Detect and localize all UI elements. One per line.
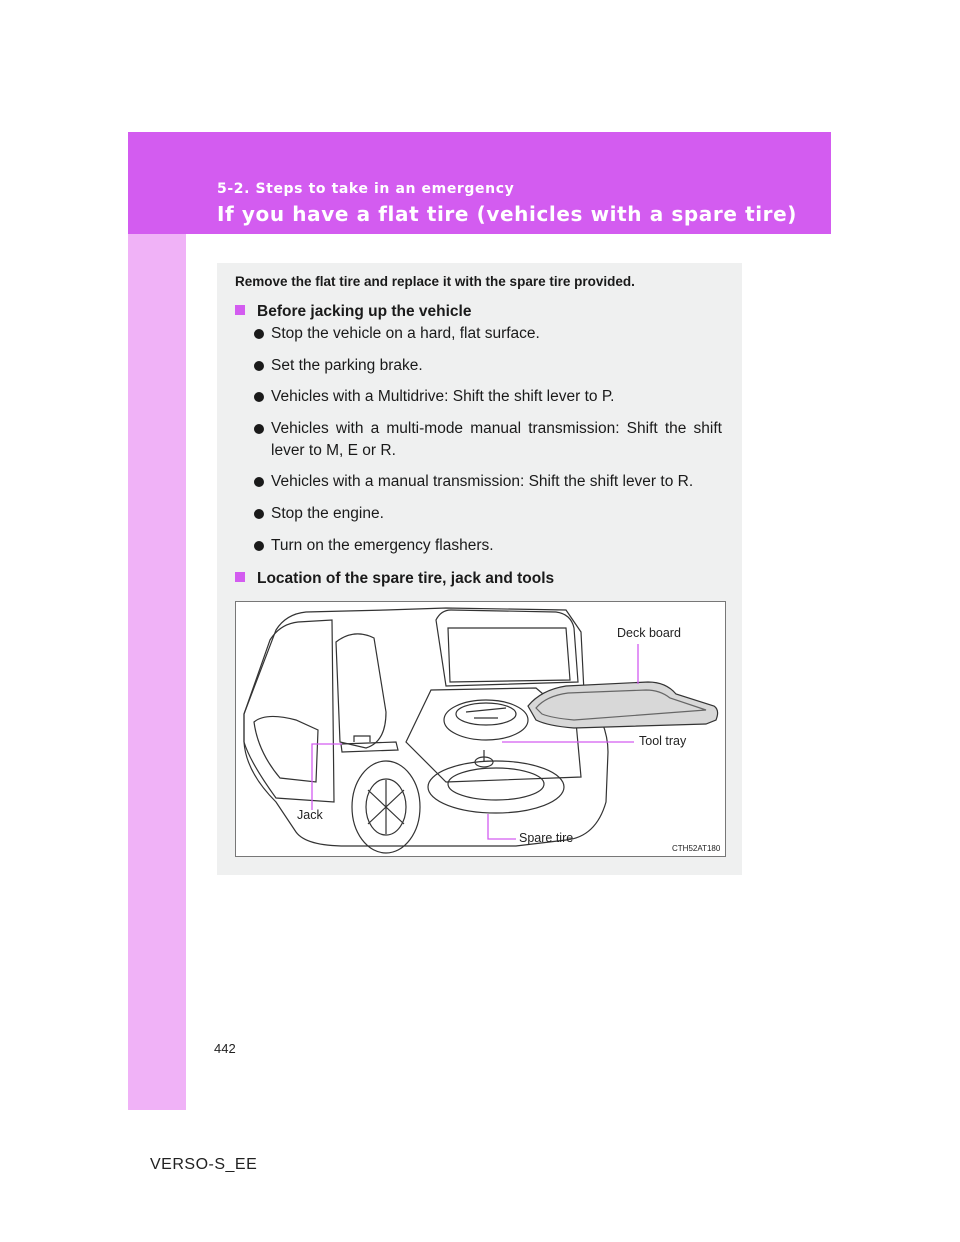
section-label: 5-2. Steps to take in an emergency [217,181,515,197]
intro-text: Remove the flat tire and replace it with the spare tire provided. [235,274,635,289]
list-item: Vehicles with a multi-mode manual transmission: Shift the shift lever to M, E or R. [254,418,722,462]
precaution-list [254,323,722,566]
hatch-frame [436,610,578,686]
bullet-dot-icon [254,392,264,402]
bullet-dot-icon [254,509,264,519]
header-band [128,132,831,234]
bullet-dot-icon [254,329,264,339]
list-item: Stop the engine. [254,503,722,525]
bullet-dot-icon [254,477,264,487]
rear-seat [336,634,386,748]
footer-code: VERSO-S_EE [150,1156,258,1173]
list-item: Turn on the emergency flashers. [254,535,722,557]
figure-code: CTH52AT180 [672,844,721,853]
list-item: Set the parking brake. [254,355,722,377]
bullet-dot-icon [254,424,264,434]
label-tool-tray: Tool tray [639,734,687,748]
content-box [217,263,742,875]
subhead-text: Before jacking up the vehicle [257,303,472,320]
bullet-dot-icon [254,361,264,371]
label-deck-board: Deck board [617,626,681,640]
side-strip [128,234,186,1110]
bullet-dot-icon [254,541,264,551]
figure-spare-tire-location [235,601,726,857]
callout-spare-tire [488,814,516,839]
page-number: 442 [214,1041,236,1056]
label-spare-tire: Spare tire [519,831,574,845]
subhead-before-jacking [235,303,471,321]
subhead-text: Location of the spare tire, jack and tools [257,570,555,587]
page-title: If you have a flat tire (vehicles with a spare tire) [217,202,798,226]
list-item: Vehicles with a manual transmission: Shift the shift lever to R. [254,471,722,493]
label-jack: Jack [297,808,323,822]
square-bullet-icon [235,572,245,582]
list-item: Vehicles with a Multidrive: Shift the shift lever to P. [254,386,722,408]
list-item: Stop the vehicle on a hard, flat surface. [254,323,722,345]
square-bullet-icon [235,305,245,315]
tool-tray-shape [444,700,528,740]
rear-door [244,620,334,802]
subhead-location [235,570,554,588]
